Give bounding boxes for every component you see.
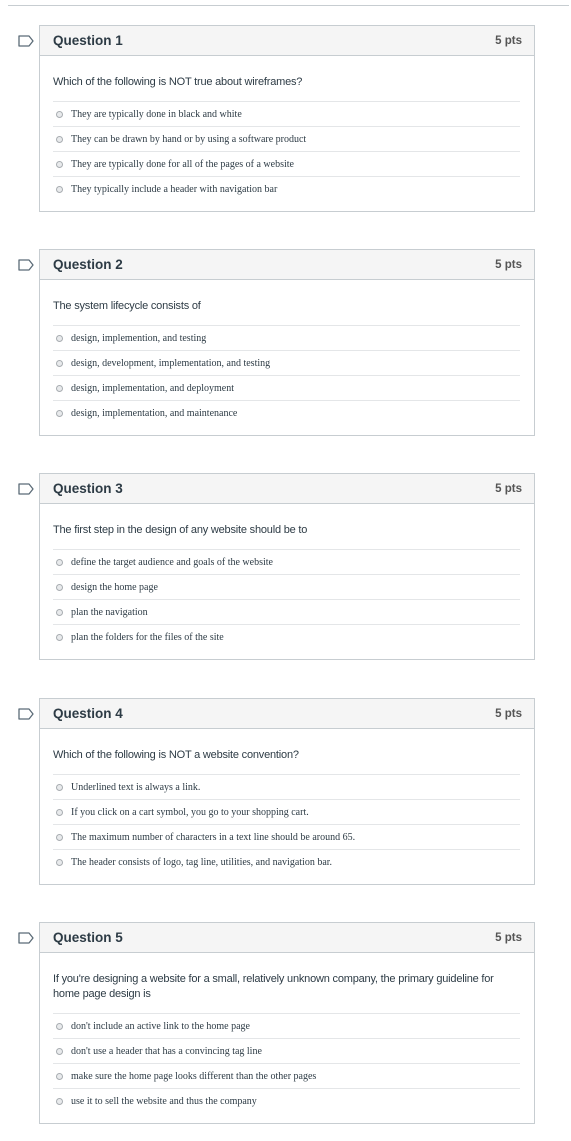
radio-unselected-icon[interactable] xyxy=(56,784,63,791)
question-points: 5 pts xyxy=(495,34,522,47)
question-card-4 xyxy=(39,698,535,885)
question-title: Question 4 xyxy=(53,706,123,721)
radio-unselected-icon[interactable] xyxy=(56,1023,63,1030)
question-header xyxy=(40,250,534,280)
answer-label: use it to sell the website and thus the company xyxy=(71,1095,257,1107)
answer-option[interactable] xyxy=(53,800,520,825)
question-text: The system lifecycle consists of xyxy=(53,300,201,312)
question-title: Question 3 xyxy=(53,481,123,496)
radio-unselected-icon[interactable] xyxy=(56,634,63,641)
answer-label: don't include an active link to the home page xyxy=(71,1020,250,1032)
radio-unselected-icon[interactable] xyxy=(56,1073,63,1080)
radio-unselected-icon[interactable] xyxy=(56,111,63,118)
answer-label: design, development, implementation, and testing xyxy=(71,357,271,369)
flag-question-icon[interactable] xyxy=(18,708,34,720)
answer-option[interactable] xyxy=(53,775,520,800)
question-header xyxy=(40,474,534,504)
answer-label: design, implementation, and deployment xyxy=(71,382,235,394)
radio-unselected-icon[interactable] xyxy=(56,136,63,143)
question-header xyxy=(40,26,534,56)
radio-unselected-icon[interactable] xyxy=(56,559,63,566)
answer-label: define the target audience and goals of the website xyxy=(71,556,273,568)
top-divider xyxy=(8,5,569,6)
radio-unselected-icon[interactable] xyxy=(56,335,63,342)
radio-unselected-icon[interactable] xyxy=(56,161,63,168)
question-body xyxy=(40,953,534,1123)
answer-option[interactable] xyxy=(53,625,520,649)
answer-option[interactable] xyxy=(53,600,520,625)
question-card-1 xyxy=(39,25,535,212)
radio-unselected-icon[interactable] xyxy=(56,584,63,591)
answer-option[interactable] xyxy=(53,401,520,425)
answer-label: don't use a header that has a convincing tag line xyxy=(71,1045,262,1057)
answer-list xyxy=(53,1013,520,1113)
radio-unselected-icon[interactable] xyxy=(56,186,63,193)
answer-option[interactable] xyxy=(53,575,520,600)
question-text: Which of the following is NOT a website convention? xyxy=(53,749,299,761)
answer-label: design, implementation, and maintenance xyxy=(71,407,238,419)
answer-option[interactable] xyxy=(53,376,520,401)
question-card-2 xyxy=(39,249,535,436)
flag-question-icon[interactable] xyxy=(18,483,34,495)
answer-option[interactable] xyxy=(53,850,520,874)
answer-option[interactable] xyxy=(53,825,520,850)
answer-list xyxy=(53,325,520,425)
answer-label: They are typically done in black and white xyxy=(71,108,242,120)
answer-option[interactable] xyxy=(53,177,520,201)
answer-label: They can be drawn by hand or by using a software product xyxy=(71,133,307,145)
answer-label: The maximum number of characters in a text line should be around 65. xyxy=(71,831,356,843)
question-points: 5 pts xyxy=(495,931,522,944)
question-body xyxy=(40,280,534,435)
radio-unselected-icon[interactable] xyxy=(56,809,63,816)
radio-unselected-icon[interactable] xyxy=(56,609,63,616)
answer-option[interactable] xyxy=(53,152,520,177)
question-title: Question 2 xyxy=(53,257,123,272)
answer-label: design the home page xyxy=(71,581,158,593)
radio-unselected-icon[interactable] xyxy=(56,834,63,841)
question-title: Question 5 xyxy=(53,930,123,945)
answer-option[interactable] xyxy=(53,351,520,376)
answer-list xyxy=(53,549,520,649)
answer-label: design, implemention, and testing xyxy=(71,332,207,344)
answer-label: plan the folders for the files of the site xyxy=(71,631,224,643)
answer-label: make sure the home page looks different than the other pages xyxy=(71,1070,317,1082)
question-header xyxy=(40,923,534,953)
radio-unselected-icon[interactable] xyxy=(56,385,63,392)
question-points: 5 pts xyxy=(495,482,522,495)
answer-option[interactable] xyxy=(53,127,520,152)
radio-unselected-icon[interactable] xyxy=(56,859,63,866)
radio-unselected-icon[interactable] xyxy=(56,1098,63,1105)
radio-unselected-icon[interactable] xyxy=(56,360,63,367)
answer-label: They typically include a header with navigation bar xyxy=(71,183,278,195)
answer-label: If you click on a cart symbol, you go to your shopping cart. xyxy=(71,806,309,818)
question-card-5 xyxy=(39,922,535,1124)
answer-label: They are typically done for all of the pages of a website xyxy=(71,158,294,170)
radio-unselected-icon[interactable] xyxy=(56,1048,63,1055)
question-body xyxy=(40,729,534,884)
question-card-3 xyxy=(39,473,535,660)
answer-list xyxy=(53,101,520,201)
radio-unselected-icon[interactable] xyxy=(56,410,63,417)
answer-option[interactable] xyxy=(53,1039,520,1064)
answer-option[interactable] xyxy=(53,326,520,351)
answer-option[interactable] xyxy=(53,1089,520,1113)
question-points: 5 pts xyxy=(495,258,522,271)
question-text: If you're designing a website for a small, relatively unknown company, the primary guideline for home page design is xyxy=(53,973,494,1000)
answer-option[interactable] xyxy=(53,1064,520,1089)
answer-label: The header consists of logo, tag line, utilities, and navigation bar. xyxy=(71,856,333,868)
answer-label: Underlined text is always a link. xyxy=(71,781,201,793)
flag-question-icon[interactable] xyxy=(18,932,34,944)
question-text: Which of the following is NOT true about wireframes? xyxy=(53,76,303,88)
flag-question-icon[interactable] xyxy=(18,35,34,47)
question-points: 5 pts xyxy=(495,707,522,720)
answer-list xyxy=(53,774,520,874)
answer-label: plan the navigation xyxy=(71,606,148,618)
question-body xyxy=(40,56,534,211)
question-header xyxy=(40,699,534,729)
answer-option[interactable] xyxy=(53,550,520,575)
flag-question-icon[interactable] xyxy=(18,259,34,271)
answer-option[interactable] xyxy=(53,1014,520,1039)
question-body xyxy=(40,504,534,659)
question-text: The first step in the design of any website should be to xyxy=(53,524,308,536)
question-title: Question 1 xyxy=(53,33,123,48)
answer-option[interactable] xyxy=(53,102,520,127)
